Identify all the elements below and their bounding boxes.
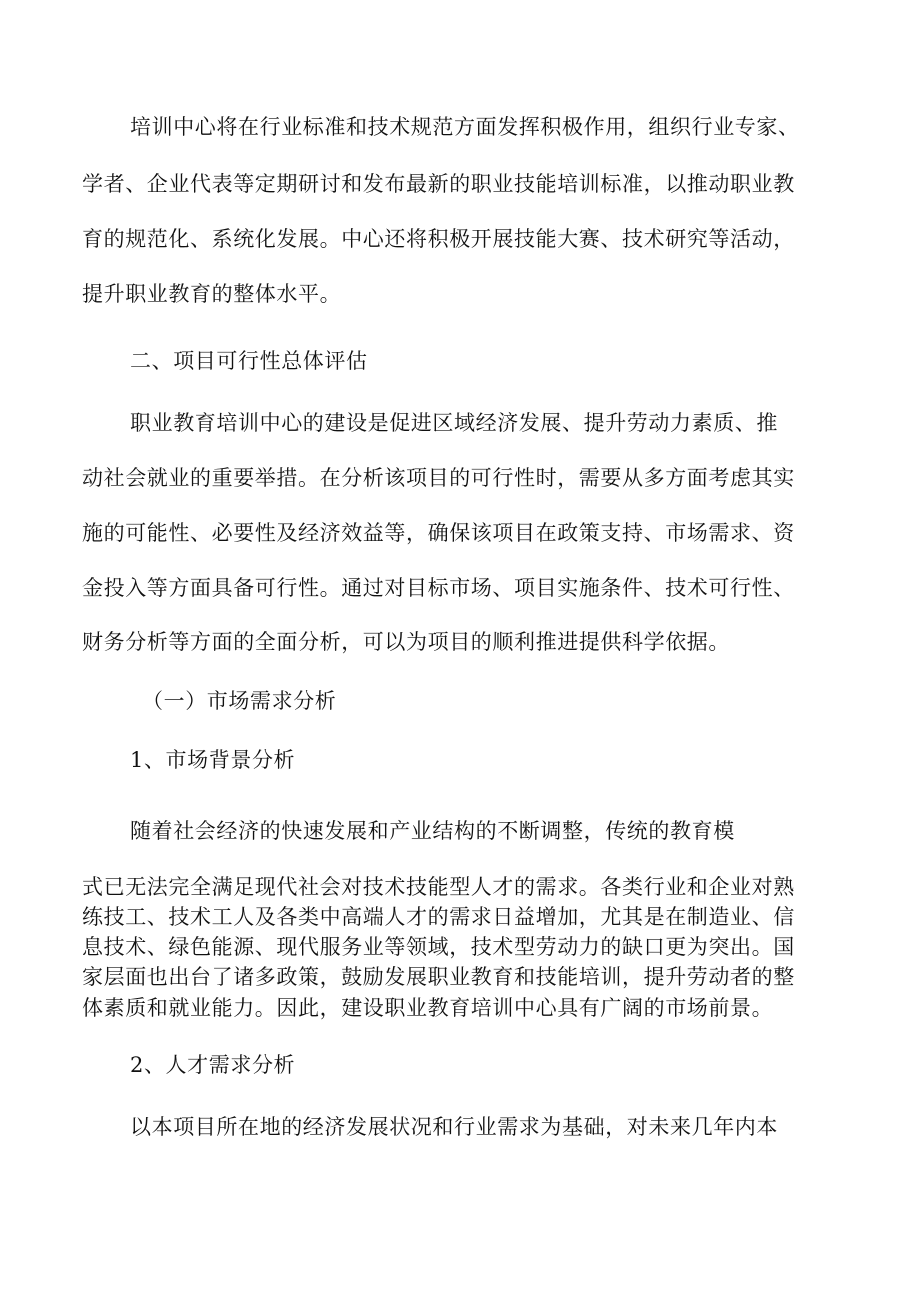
paragraph-1-line-3: 育的规范化、系统化发展。中心还将积极开展技能大赛、技术研究等活动， — [82, 227, 795, 251]
paragraph-1-line-2: 学者、企业代表等定期研讨和发布最新的职业技能培训标准，以推动职业教 — [82, 172, 795, 196]
paragraph-1-line-4: 提升职业教育的整体水平。 — [82, 282, 342, 306]
paragraph-2-line-1: 职业教育培训中心的建设是促进区域经济发展、提升劳动力素质、推 — [130, 411, 778, 435]
paragraph-3-line-3: 练技工、技术工人及各类中高端人才的需求日益增加，尤其是在制造业、信 — [82, 905, 795, 929]
paragraph-2-line-5: 财务分析等方面的全面分析，可以为项目的顺利推进提供科学依据。 — [82, 630, 730, 654]
subsection-heading: （一）市场需求分析 — [142, 689, 337, 713]
paragraph-3-line-5: 家层面也出台了诸多政策，鼓励发展职业教育和技能培训，提升劳动者的整 — [82, 965, 795, 989]
subsubsection-heading-1: 1、市场背景分析 — [130, 748, 296, 772]
paragraph-3-line-1: 随着社会经济的快速发展和产业结构的不断调整，传统的教育模 — [130, 819, 735, 843]
paragraph-2-line-4: 金投入等方面具备可行性。通过对目标市场、项目实施条件、技术可行性、 — [82, 576, 795, 600]
paragraph-4-line-1: 以本项目所在地的经济发展状况和行业需求为基础，对未来几年内本 — [130, 1115, 778, 1139]
paragraph-3-line-6: 体素质和就业能力。因此，建设职业教育培训中心具有广阔的市场前景。 — [82, 996, 774, 1020]
paragraph-3-line-2: 式已无法完全满足现代社会对技术技能型人才的需求。各类行业和企业对熟 — [82, 875, 795, 899]
paragraph-1-line-1: 培训中心将在行业标准和技术规范方面发挥积极作用，组织行业专家、 — [130, 115, 800, 139]
subsubsection-heading-2: 2、人才需求分析 — [130, 1053, 296, 1077]
section-heading: 二、项目可行性总体评估 — [130, 349, 368, 373]
paragraph-2-line-2: 动社会就业的重要举措。在分析该项目的可行性时，需要从多方面考虑其实 — [82, 466, 795, 490]
paragraph-2-line-3: 施的可能性、必要性及经济效益等，确保该项目在政策支持、市场需求、资 — [82, 521, 795, 545]
paragraph-3-line-4: 息技术、绿色能源、现代服务业等领域，技术型劳动力的缺口更为突出。国 — [82, 935, 795, 959]
